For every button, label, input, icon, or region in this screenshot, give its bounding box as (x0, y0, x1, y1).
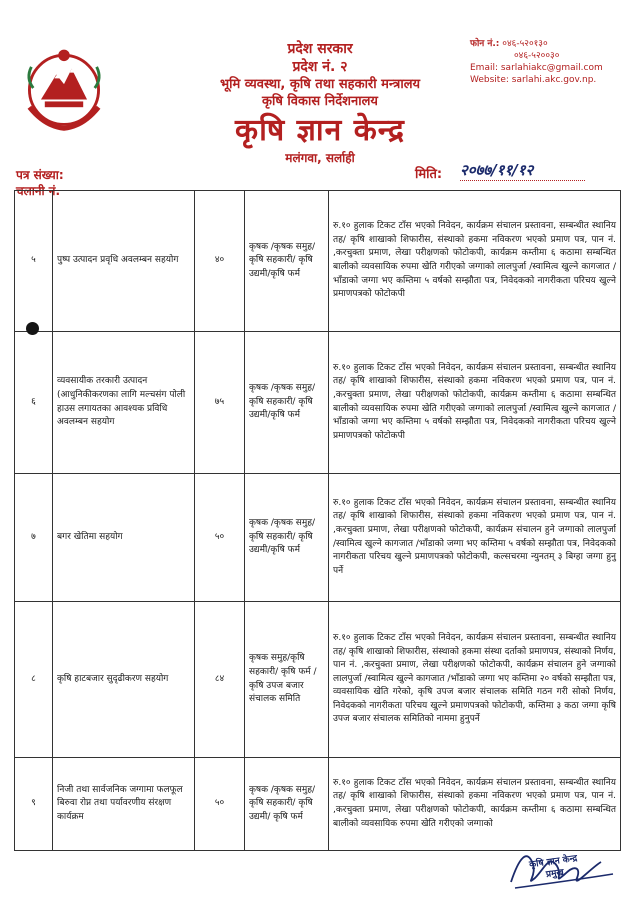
row-documents: रु.१० हुलाक टिकट टाँस भएको निवेदन, कार्यक्रम संचालन प्रस्तावना, सम्बन्धीत स्थानिय तह/ कृषि शाखाको शिफारीस, संस्थाको हकमा नविकरण भएको प्रमाण पत्र, पान नं. ,करचुक्ता प्रमाण, लेखा परीक्षणको फोटोकपी, कार्यक्रम कम्तीमा ६ कठामा सम्बन्धित बालीको व्यवसायिक रुपमा खेति गरीएको जग्गाको लालपुर्जा /स्वामित्व खुल्ने कागजात /भाँडाको जग्गा भए कम्तिमा ५ वर्षको सम्झौता पत्र, निवेदकको नागरीकता परिचय खुल्ने प्रमाणपत्रको फोटोकपी (329, 332, 621, 474)
letterhead (160, 40, 480, 166)
row-quantity: ४० (195, 191, 245, 332)
phone-1: ०४६-५२०१३० (502, 39, 548, 49)
row-quantity: ७५ (195, 332, 245, 474)
row-program: बगर खेतिमा सहयोग (53, 474, 195, 602)
contact-block (470, 38, 620, 86)
row-serial: ८ (15, 602, 53, 758)
stamp-line-2: प्रमुख (545, 867, 565, 881)
row-program: पुष्प उत्पादन प्रवृधि अवलम्बन सहयोग (53, 191, 195, 332)
office-title: कृषि ज्ञान केन्द्र (235, 113, 405, 148)
row-quantity: ८४ (195, 602, 245, 758)
stamp-line-1: कृषि ज्ञान केन्द्र (528, 853, 578, 871)
website-text: Website: sarlahi.akc.gov.np. (470, 75, 597, 85)
table-row (15, 602, 621, 758)
punch-hole-mark (26, 322, 39, 335)
email-text: Email: sarlahiakc@gmail.com (470, 63, 603, 73)
row-serial: ७ (15, 474, 53, 602)
row-quantity: ५० (195, 474, 245, 602)
province-name: प्रदेश नं. २ (292, 59, 348, 75)
row-program: निजी तथा सार्वजनिक जग्गामा फलफूल बिरुवा रोप्न तथा पर्यावरणीय संरक्षण कार्यक्रम (53, 758, 195, 851)
row-documents: रु.१० हुलाक टिकट टाँस भएको निवेदन, कार्यक्रम संचालन प्रस्तावना, सम्बन्धीत स्थानिय तह/ कृषि शाखाको शिफारीस, संस्थाको हकमा नविकरण भएको प्रमाण पत्र, पान नं. ,करचुक्ता प्रमाण, लेखा परीक्षणको फोटोकपी, कार्यक्रम कम्तीमा ६ कठामा सम्बन्धित बालीको व्यवसायिक रुपमा खेति गरीएको जग्गाको (329, 758, 621, 851)
row-serial: ९ (15, 758, 53, 851)
row-eligible: कृषक समुह/कृषि सहकारी/ कृषि फर्म /कृषि उपज बजार संचालक समिति (245, 602, 329, 758)
row-documents: रु.१० हुलाक टिकट टाँस भएको निवेदन, कार्यक्रम संचालन प्रस्तावना, सम्बन्धीत स्थानिय तह/ कृषि शाखाको शिफारीस, संस्थाको हकमा नविकरण भएको प्रमाण पत्र, पान नं. ,करचुक्ता प्रमाण, लेखा परीक्षणको फोटोकपी, कार्यक्रम कम्तीमा ६ कठामा सम्बन्धित बालीको व्यवसायिक रुपमा खेति गरीएको जग्गाको लालपुर्जा /स्वामित्व खुल्ने कागजात /भाँडाको जग्गा भए कम्तिमा ५ वर्षको सम्झौता पत्र, निवेदकको नागरीकता परिचय खुल्ने प्रमाणपत्रको फोटोकपी (329, 191, 621, 332)
office-location: मलंगवा, सर्लाही (285, 151, 355, 165)
row-serial: ६ (15, 332, 53, 474)
row-documents: रु.१० हुलाक टिकट टाँस भएको निवेदन, कार्यक्रम संचालन प्रस्तावना, सम्बन्धीत स्थानिय तह/ कृषि शाखाको शिफारीस, संस्थाको हकमा संस्था दर्ताको प्रमाणपत्र, संस्थाको निर्णय, पान नं. ,करचुक्ता प्रमाण, लेखा परीक्षणको फोटोकपी, कार्यक्रम संचालन हुने जग्गाको लालपुर्जा /स्वामित्व खुल्ने कागजात /भाँडाको जग्गा भए कम्तिमा २० वर्षको सम्झौता पत्र, व्यवसायिक खेति गरेको, कृषि उपज बजार संचालक समिति गठन गरी सोको निर्णय, निवेदकको नागरीकता परिचय खुल्ने प्रमाणपत्रको फोटोकपी, कम्तिमा ३ कठा जग्गा कृषि उपज बजार संचालक समितिको नाममा हुनुपर्ने (329, 602, 621, 758)
row-quantity: ५० (195, 758, 245, 851)
row-eligible: कृषक /कृषक समुह/कृषि सहकारी/ कृषि उद्यमी/ कृषि फर्म (245, 758, 329, 851)
row-eligible: कृषक /कृषक समुह/कृषि सहकारी/ कृषि उद्यमी/कृषि फर्म (245, 474, 329, 602)
dispatch-number-label: चलानी नं. (16, 184, 61, 198)
date-label: मिति: (415, 167, 443, 182)
row-documents: रु.१० हुलाक टिकट टाँस भएको निवेदन, कार्यक्रम संचालन प्रस्तावना, सम्बन्धीत स्थानिय तह/ कृषि शाखाको शिफारीस, संस्थाको हकमा नविकरण भएको प्रमाण पत्र, पान नं. ,करचुक्ता प्रमाण, लेखा परीक्षणको फोटोकपी, कार्यक्रम संचालन हुने जग्गाको लालपुर्जा /स्वामित्व खुल्ने कागजात /भाँडाको जग्गा भए कम्तिमा ५ वर्षको सम्झौता पत्र, निवेदकको नागरीकता परिचय खुल्ने प्रमाणपत्रको फोटोकपी, कल्सचरमा न्युनतम् ३ बिग्हा जग्गा हुनु पर्ने (329, 474, 621, 602)
ministry-name: भूमि व्यवस्था, कृषि तथा सहकारी मन्त्रालय (219, 77, 421, 92)
program-table (14, 190, 621, 851)
row-eligible: कृषक /कृषक समुह/कृषि सहकारी/ कृषि उद्यमी/कृषि फर्म (245, 332, 329, 474)
table-row (15, 191, 621, 332)
phone-2: ०४६-५२००३० (514, 51, 560, 61)
row-serial: ५ (15, 191, 53, 332)
table-row (15, 758, 621, 851)
row-program: कृषि हाटबजार सुदृढीकरण सहयोग (53, 602, 195, 758)
table-row (15, 474, 621, 602)
directorate-name: कृषि विकास निर्देशनालय (262, 94, 378, 109)
row-program: व्यवसायीक तरकारी उत्पादन (आधुनिकीकरणका लागि मल्चसंग पोली हाउस लगायतका आवश्यक प्रविधि अवलम्बन सहयोग (53, 332, 195, 474)
nepal-emblem-icon (16, 40, 112, 136)
letter-number-label: पत्र संख्या: (16, 168, 64, 182)
date-value: २०७७/११/१२ (460, 160, 585, 181)
government-name: प्रदेश सरकार (287, 41, 353, 57)
row-eligible: कृषक /कृषक समुह/कृषि सहकारी/ कृषि उद्यमी/कृषि फर्म (245, 191, 329, 332)
table-row (15, 332, 621, 474)
phone-label: फोन नं.: (470, 39, 500, 49)
